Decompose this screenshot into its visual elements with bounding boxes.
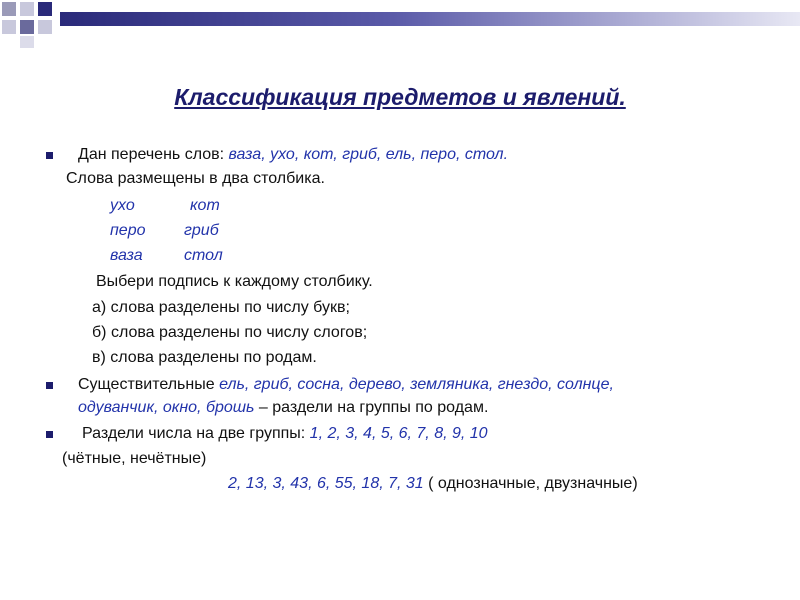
task3-groups1: (чётные, нечётные) — [62, 450, 207, 467]
bullet-icon — [46, 152, 53, 159]
column-word-right-1: кот — [190, 197, 220, 214]
task2-words-line1: ель, гриб, сосна, дерево, земляника, гнездо, солнце, — [219, 376, 614, 393]
task3-intro: Раздели числа на две группы: — [82, 425, 310, 442]
task1-prompt: Выбери подпись к каждому столбику. — [96, 273, 373, 290]
task3-numbers2: 2, 13, 3, 43, 6, 55, 18, 7, 31 — [228, 475, 424, 492]
bullet-icon — [46, 431, 53, 438]
task1-intro-line — [78, 145, 508, 165]
task2-line2 — [78, 398, 488, 418]
task3-line1 — [82, 424, 488, 444]
task3-line3 — [228, 474, 638, 494]
column-word-right-2: гриб — [184, 222, 219, 239]
task1-option-a: а) слова разделены по числу букв; — [92, 299, 350, 316]
column-word-left-2: перо — [110, 222, 146, 239]
task1-intro: Дан перечень слов: — [78, 146, 229, 163]
task2-words-line2: одуванчик, окно, брошь — [78, 399, 255, 416]
task2-intro: Существительные — [78, 376, 220, 393]
task1-line2: Слова размещены в два столбика. — [66, 170, 325, 187]
task3-groups2: ( однозначные, двузначные) — [423, 475, 638, 492]
task1-word-list: ваза, ухо, кот, гриб, ель, перо, стол. — [228, 146, 509, 163]
decorative-header-bar — [60, 12, 800, 26]
column-word-right-3: стол — [184, 247, 223, 264]
column-word-left-1: ухо — [110, 197, 135, 214]
column-word-left-3: ваза — [110, 247, 143, 264]
task2-line1 — [78, 375, 614, 395]
task1-option-b: б) слова разделены по числу слогов; — [92, 324, 368, 341]
task1-option-c: в) слова разделены по родам. — [92, 349, 317, 366]
slide-title: Классификация предметов и явлений. — [174, 84, 626, 110]
bullet-icon — [46, 382, 53, 389]
task2-tail: – раздели на группы по родам. — [254, 399, 489, 416]
task3-numbers: 1, 2, 3, 4, 5, 6, 7, 8, 9, 10 — [309, 425, 488, 442]
